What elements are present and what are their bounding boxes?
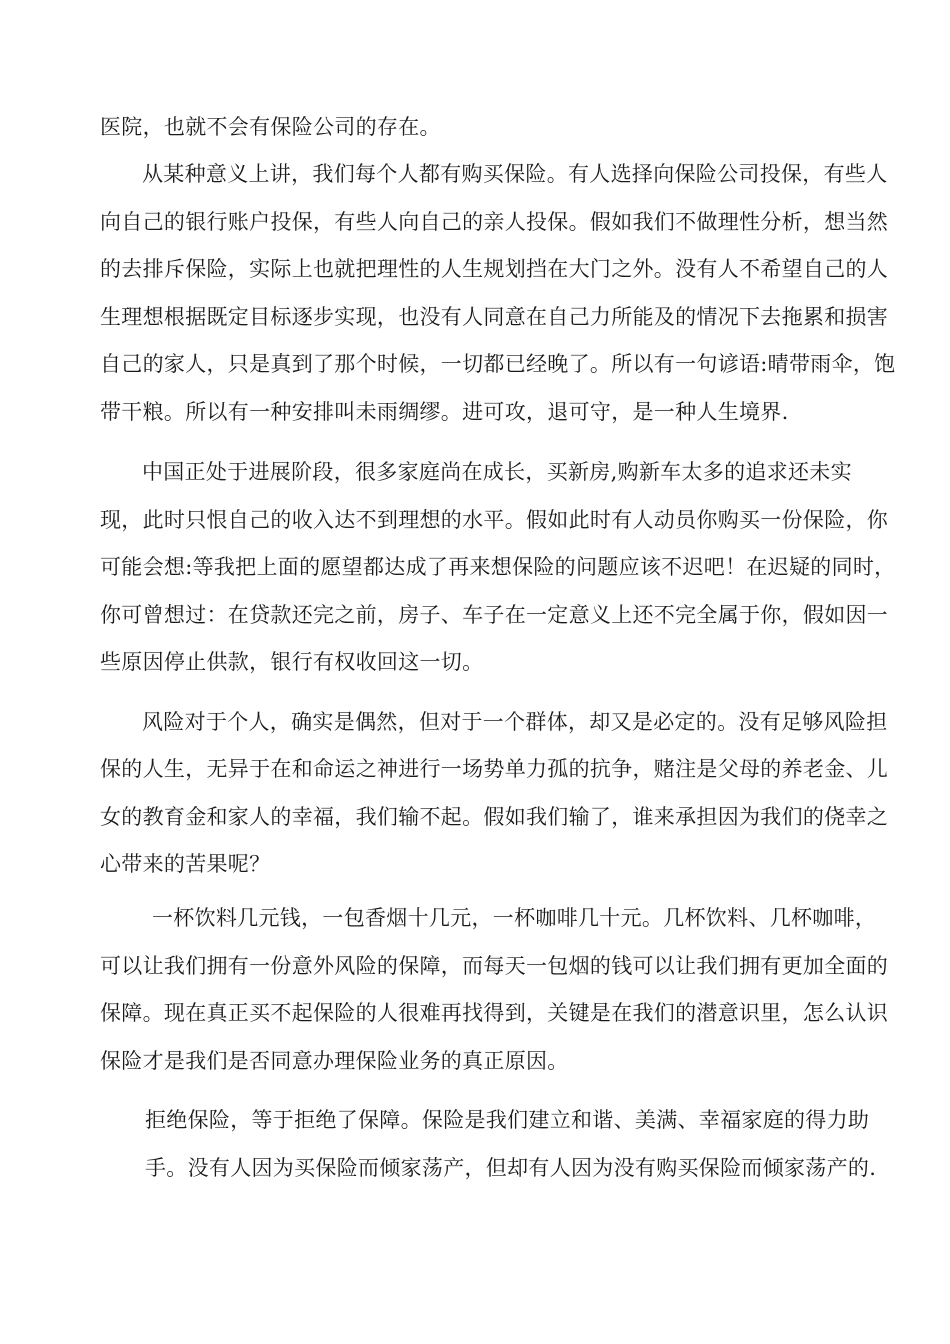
text-line: 带干粮。所以有一种安排叫未雨绸缪。进可攻，退可守，是一种人生境界. (100, 400, 789, 424)
text-line: 拒绝保险，等于拒绝了保障。保险是我们建立和谐、美满、幸福家庭的得力助 (145, 1108, 870, 1132)
text-line: 向自己的银行账户投保，有些人向自己的亲人投保。假如我们不做理性分析，想当然 (100, 210, 889, 234)
text-line: 可能会想:等我把上面的愿望都达成了再来想保险的问题应该不迟吧！在迟疑的同时， (100, 555, 896, 579)
text-line: 中国正处于进展阶段，很多家庭尚在成长，买新房,购新车太多的追求还未实 (142, 460, 852, 484)
text-line: 生理想根据既定目标逐步实现，也没有人同意在自己力所能及的情况下去拖累和损害 (100, 305, 889, 329)
text-line: 自己的家人，只是真到了那个时候，一切都已经晚了。所以有一句谚语:晴带雨伞，饱 (100, 352, 896, 376)
text-line: 保的人生，无异于在和命运之神进行一场势单力孤的抗争，赌注是父母的养老金、儿 (100, 757, 889, 781)
text-line: 现，此时只恨自己的收入达不到理想的水平。假如此时有人动员你购买一份保险，你 (100, 508, 889, 532)
text-line: 从某种意义上讲，我们每个人都有购买保险。有人选择向保险公司投保，有些人 (142, 162, 888, 186)
text-line: 可以让我们拥有一份意外风险的保障，而每天一包烟的钱可以让我们拥有更加全面的 (100, 954, 889, 978)
text-line: 保险才是我们是否同意办理保险业务的真正原因。 (100, 1049, 569, 1073)
text-line: 风险对于个人，确实是偶然，但对于一个群体，却又是必定的。没有足够风险担 (142, 710, 888, 734)
text-line: 你可曾想过：在贷款还完之前，房子、车子在一定意义上还不完全属于你，假如因一 (100, 603, 889, 627)
text-line: 心带来的苦果呢？ (100, 852, 271, 876)
text-line: 的去排斥保险，实际上也就把理性的人生规划挡在大门之外。没有人不希望自己的人 (100, 257, 889, 281)
text-line: 医院，也就不会有保险公司的存在。 (100, 115, 441, 139)
text-line: 保障。现在真正买不起保险的人很难再找得到，关键是在我们的潜意识里，怎么认识 (100, 1001, 889, 1025)
text-line: 女的教育金和家人的幸福，我们输不起。假如我们输了，谁来承担因为我们的侥幸之 (100, 805, 889, 829)
text-line: 手。没有人因为买保险而倾家荡产，但却有人因为没有购买保险而倾家荡产的. (145, 1156, 877, 1180)
text-line: 些原因停止供款，银行有权收回这一切。 (100, 650, 484, 674)
text-line: 一杯饮料几元钱，一包香烟十几元，一杯咖啡几十元。几杯饮料、几杯咖啡， (152, 906, 877, 930)
